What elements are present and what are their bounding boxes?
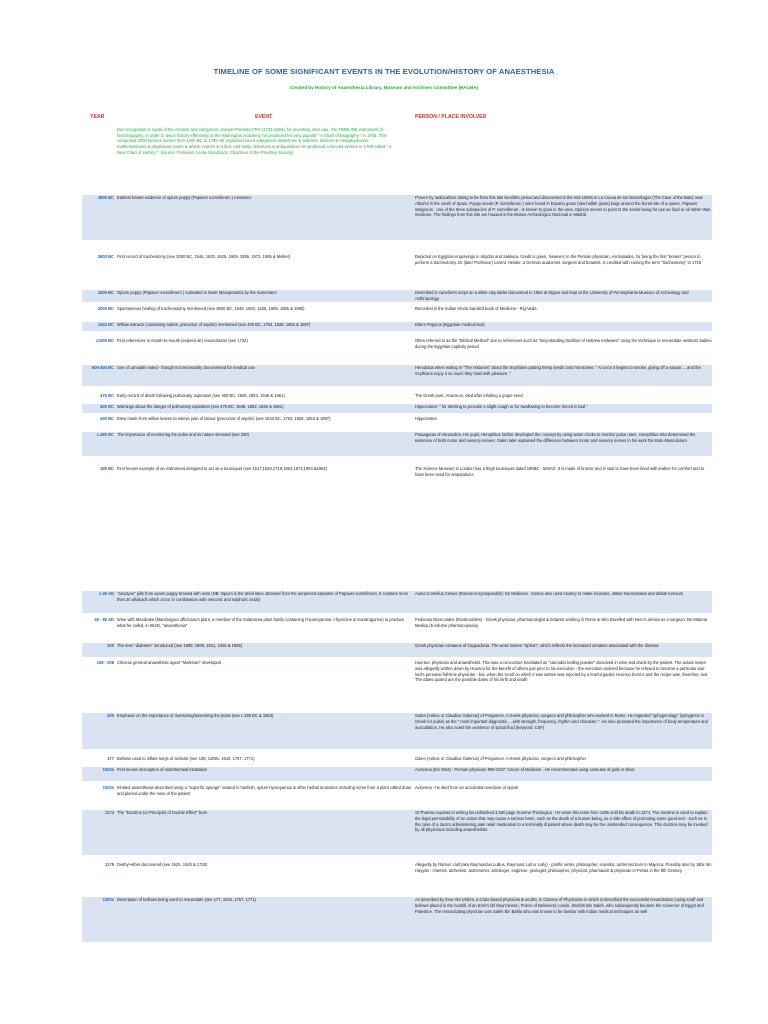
table-row [82,306,712,315]
row-year: 4500 BC [97,195,114,200]
row-event: First record of tracheotomy (see 2000 BC, 1546, 1620, 1625, 1909, 1955, 1972, 1985 & Melker) [117,254,291,259]
row-person: As described by Ibnu-Abi Usibi'a, a Cairo-based physician & oculist, in Classes of Physicians in which is described the successful resuscitation (using snuff and bellows placed in the nostril) of an Emir's (El Mou'mineen, Prince of Believers) cousin, Ibrahim Bin Saleh, who subsequently became the Governor of Egypt and Palestine. The resuscitating physician was Saleh Bin Bahla who was known to be familiar with Indian medical techniques as well [415,897,704,914]
row-event: Early record of death following pulmonary aspiration (see 400 BC, 1848, 1853, 1946 & 1961) [117,393,285,398]
row-year: 3600 BC [97,254,114,259]
table-row [82,756,712,764]
header-event: EVENT [255,114,273,120]
row-year: 199 BC [100,466,114,471]
row-year: 400 BC [100,416,114,421]
intro-note: Due recognition is made of the chemist and clergyman, Joseph Priestley FRS (1733-1804), for inventing, inter alia , the TIMELINE instrument of historiography. In order to teach history effectively at the Warrington Academy, he produced his very popular " A Chart of Biography " in 1765. This comprised 2000 famous names from 1200 BC to 1765 AD organized into 6 categories: statesmen & warriors; diviners & metaphysicians; mathematicians & physicians; poets & artists; orators & critics; and lastly, historians & antiquarians. He produced a second version in 1769 called " A New Chart of History ". (source: Professor Leslie Woodcock, Chairman of the Priestley Society) [117,127,392,155]
row-year: 3400 BC [97,290,114,295]
row-year: 2000 BC [97,306,114,311]
row-event: "anodyne" pills from opium poppy brewed with wine (NB: Opium is the dried latex obtained from the unripened capsules of Papaver somniferum. It contains more than 20 alkaloids which occur in combination with meconic and sulphuric acids) [117,591,409,602]
row-event: The importance of monitoring the pulse and its nature stressed (see 200) [117,432,249,437]
page-title: TIMELINE OF SOME SIGNIFICANT EVENTS IN THE EVOLUTION/HISTORY OF ANAESTHESIA [213,67,555,76]
row-year: 100 [107,643,114,648]
row-person: Depicted on Egyptian engravings in Abydos and Sakkara. Credit is given, however, to the Persian physician, Asclepiades, for being the first "known" person to perform a tracheotomy. Dr (later Professor) Lorenz Heister, a German anatomist, surgeon and botanist, is credited with coining the term "tracheotomy" in 1718 [415,254,702,265]
table-row [82,254,712,282]
table-row [82,660,712,705]
table-row [82,322,712,331]
row-person: Avicenna (Ibn Sīnā) - Persian physician 980-1037: Canon of Medicine . He recommended using cannulas of gold or silver [415,767,635,772]
row-event: Bellows used to inflate lungs of animals (see 130, 1200s, 1543, 1767, 1771) [117,756,255,761]
row-person: Praxagoras of Alexandria. His pupil, Herophilus further developed the concept by using water clocks to monitor pulse rates. Herophilus also determined the existence of both motor and sensory nerves; Galen later explained the difference between motor and sensory nerves in his work De Motu Musculorum [415,432,696,443]
row-event: Warnings about the danger of pulmonary aspiration (see 475 BC, 1848, 1853, 1946 & 1961) [117,404,284,409]
row-year: 108 - 208 [96,660,114,665]
row-event: Description of bellows being used to resuscitate (see 177, 1543, 1767, 1771) [117,897,257,902]
row-year: 177 [107,756,114,761]
row-year: c1300 BC [95,338,114,343]
row-person: St Thomas Aquinas in writing his unfinished 3,500 page Summa Theologica . He wrote this tome from 1265 until his death in 1274. The doctrine is used to explain the legal permissibility of an action that may cause a serious harm, such as the death of a human being, as a side effect of promoting some good end - such as in the case of a doctor administering pain relief medication to a terminally ill patient where death may be the unintended consequence. This doctrine may be invoked by all physicians including anaesthetists [415,810,708,833]
table-row [82,897,712,942]
table-row [82,810,712,855]
row-person: Hippocrates [415,416,437,421]
row-event: First known example of an instrument designed to act as a tourniquet (see 1517,1593,1718,1864,1873,1904 &1984) [117,466,328,471]
row-year: 1020s [102,767,114,772]
table-row [82,338,712,352]
row-year: c.280 BC [96,432,114,437]
row-event: Spontaneous healing of tracheostomy mentioned (see 3600 BC, 1546, 1620, 1625, 1909, 1955 & 1985) [117,306,305,311]
row-year: 1274 [104,810,114,815]
row-event: The "Doctrine (or Principle) of Double Effect" born [117,810,208,815]
header-year: YEAR [90,114,105,120]
row-event: Use of cannabis noted - though not necessarily documented for medical use [117,365,255,370]
table-row [82,713,712,749]
page-subtitle: Created by History of Anaesthesia Library, Museum and Archives Committee (HALMA) [289,85,479,90]
table-row [82,432,712,456]
row-year: 1275 [104,862,114,867]
table-row [82,862,712,890]
row-event: Willow extracts (containing salicin, precursor of aspirin) mentioned (see 400 BC, 1763, 1828, 1853 & 1897) [117,322,311,327]
table-row [82,617,712,635]
row-event: Earliest known evidence of opium poppy (Papaver somniferum ) existence [117,195,252,200]
row-event: The term "diabetes" introduced (see 1889, 1909, 1921, 1926 & 1955) [117,643,243,648]
row-event: Wine with Mandrake (Mandragora officinarum plant, a member of the Solanacea plant family containing l-hyoscyamine, l-hyoscine & mandragorine) to produce what he called, in 60AD, "anaesthesia" [117,617,405,628]
header-person: PERSON / PLACE INVOLVED [415,114,487,120]
row-year: c.30 AD [99,591,114,596]
row-year: 200 [107,713,114,718]
row-event: Opium poppy (Papaver somniferum ) cultivated in lower Mesopotamia by the Sumerians [117,290,277,295]
table-row [82,195,712,240]
table-row [82,591,712,613]
row-person: Herodotus when writing in "The Histories" about the Scythians putting hemp seeds onto hot stones: " At once it begins to smoke, giving off a vapour.....and the Scythians enjoy it so much they howl with pleasure. " [415,365,701,376]
row-person: Hua-tuo, physician and anaesthetist. This was a concoction translated as "cannabis boiling powder" dissolved in wine and drunk by the patient. The actual recipe was allegedly written down by Hua-tuo for the benefit of others just prior to his execution - the execution ordered because he refused to become a particular war-lord's personal full-time physician - but, when the scroll on which it was written was rejected by a fearful gaoler, Hua-tuo burnt it and the recipe was, therefore, lost. The dates quoted are the possible dates of his birth and death [415,660,709,683]
row-person: Ebers Papyrus (Egyptian medical text) [415,322,485,327]
row-person: Galen (Aelius or Claudius Galenus) of Pergamon. A Greek physician, surgeon and philosopher who worked in Rome. He regarded "sphygmology" (sphygmos is Greek for pulse) as the " most important diagnostic.....with strength, frequency, rhythm and character ". He also promoted the importance of body temperature and auscultation. He also noted the existence of spinal fluid (keyword: CSF) [415,713,708,730]
row-person: Greek physician Aretaeus of Cappadocia. The word means "siphon", which reflects the increased urination associated with the disease [415,643,659,648]
row-person: The Greek poet, Anacreon, died after inhaling a grape seed [415,393,523,398]
row-person: Galen (Aelius or Claudius Galenus) of Pergamon. A Greek physician, surgeon and philosopher [415,756,587,761]
row-person: Avicenna - he died from an accidental overdose of opium [415,785,519,790]
row-year: 400 BC [100,404,114,409]
table-row [82,767,712,781]
row-event: Inhaled anaesthesia described using a "soporific sponge" soaked in hashish, opium hyoscyamus & other herbal aromatics including some from a plant called Zoan and placed under the nose of the patient [117,785,412,796]
table-row [82,404,712,413]
row-person: Allegedly by Ramon Llull (aka Raymundus Lullius, Raymund Lull or Lully) - prolific writer, philosopher, scientist, alchemist born in Majorca. Possibly also by Jābir ibn Hayyān - chemist, alchemist, astronomer, astrologer, engineer, geologist, philosopher, physicist, pharmacist & physician in Persia in the 8th Century [415,862,712,873]
row-year: 1200s [102,897,114,902]
table-row [82,785,712,800]
table-row [82,416,712,431]
row-year: 500-400 BC [91,365,114,370]
table-row [82,393,712,401]
row-person: The Science Museum in London has a thigh tourniquet dated 199BC - 500AD. It is made of bronze and is said to have been lined with leather for comfort and to have been used for amputations [415,466,705,477]
row-event: Emphasis on the importance of monitoring/assessing the pulse (see c.280 BC & 1863) [117,713,274,718]
table-row [82,643,712,657]
row-person: Pedanius Dioscorides (Dioskourides) - Greek physician, pharmacologist & botanist working in Rome & who travelled with Nero's armies as a surgeon: De Materia Medica (5 volume pharmacopoeia) [415,617,708,628]
table-row [82,290,712,302]
row-person: Often referred to as the "Biblical Method" due to references such as "long-standing tradition of Hebrew midwives" using the technique to resuscitate newborn babies during the Egyptian captivity period [415,338,712,349]
row-event: Diethyl-ether discovered (see 1525, 1540 & 1730) [117,862,208,867]
row-year: 475 BC [100,393,114,398]
row-person: Recorded in the Indian Hindu Sanskrit book of Medicine - Rig-Veda [415,306,537,311]
row-event: First references to mouth-to-mouth (expired air) resuscitation (see 1732) [117,338,248,343]
row-person: Hippocrates: " for drinking to provoke a slight cough or for swallowing to become forced is bad " [415,404,588,409]
table-row [82,466,712,484]
row-event: Brew made from willow leaves to relieve pain of labour (precursor of aspirin) (see 1543 BC, 1763, 1828, 1853 & 1897) [117,416,331,421]
table-row [82,365,712,386]
row-person: Aulus Cornelius Celsus (Roman encyclopaedist): De Medicina . Celsus also used cautery to make incisions, obtain haemostasis and ablate tumours [415,591,684,596]
row-event: First known description of endotracheal intubation [117,767,208,772]
row-year: 1020s [102,785,114,790]
row-person: Proven by radiocarbon dating to be from this late Neolithic period and discovered in the mid-1800s in La Cueva de los Murciélagos (The Cave of the Bats) near Albuñol in the south of Spain. Poppy seeds (P. somniferum ) were found in Esparto grass (aka halfah grass) bags around the burial site of a queen. Papaver setigerum , one of the three subspecies of P. somniferum , is known to grow in the area. Opinion seems to point to the seeds being for use as food or oil rather than medicine. The findings from this site are housed in the Museo Archeológico Nacional in Madrid [415,195,711,218]
row-person: Described in cuneiform script on a white clay tablet discovered in 1954 at Nippur and kept at the University of Pennsylvania Museum of Archeology and Anthropology [415,290,689,301]
row-year: 1543 BC [97,322,114,327]
row-event: Chinese general anaesthetic agent "Mafeisan" developed [117,660,221,665]
row-year: 40 - 90 AD [94,617,114,622]
